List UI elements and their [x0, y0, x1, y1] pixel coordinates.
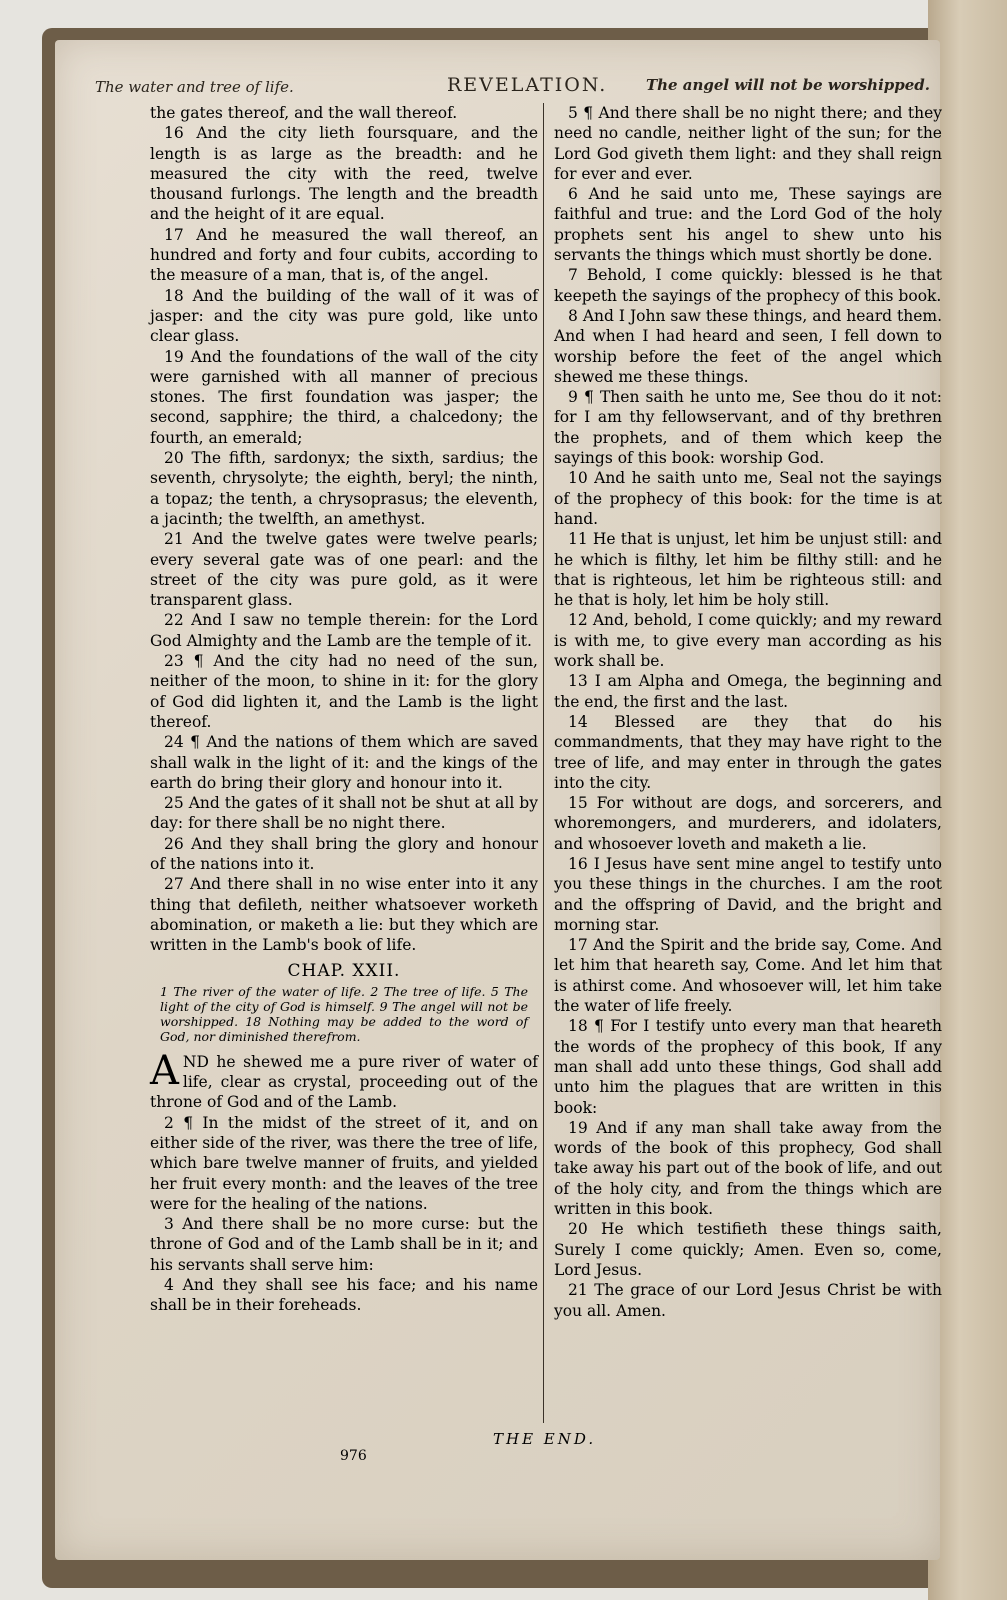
left-column: [150, 103, 538, 1316]
verse: 9 ¶ Then saith he unto me, See thou do it not: for I am thy fellowservant, and of thy brethren the prophets, and of them which keep the sayings of this book: worship God.: [554, 388, 942, 468]
verse: 20 He which testifieth these things saith, Surely I come quickly; Amen. Even so, come, Lord Jesus.: [554, 1220, 942, 1279]
chapter-title: CHAP. XXII.: [287, 961, 401, 982]
verse: 19 And if any man shall take away from the words of the book of this prophecy, God shall take away his part out of the book of life, and out of the holy city, and from the things which are written in this book.: [554, 1118, 942, 1219]
verse: 20 The fifth, sardonyx; the sixth, sardius; the seventh, chrysolyte; the eighth, beryl; the ninth, a topaz; the tenth, a chrysoprasus; the eleventh, a jacinth; the twelfth, an amethyst.: [150, 449, 538, 528]
verse: 11 He that is unjust, let him be unjust still: and he which is filthy, let him be filthy still: and he that is righteous, let him be righteous still: and he that is holy, let him be holy still.: [554, 530, 942, 610]
verse: 10 And he saith unto me, Seal not the sayings of the prophecy of this book: for the time is at hand.: [554, 469, 942, 528]
verse: 22 And I saw no temple therein: for the Lord God Almighty and the Lamb are the temple of it.: [150, 611, 538, 650]
verse: 18 ¶ For I testify unto every man that heareth the words of the prophecy of this book, If any man shall add unto these things, God shall add unto him the plagues that are written in this book:: [554, 1017, 942, 1117]
verse: 4 And they shall see his face; and his name shall be in their foreheads.: [150, 1276, 538, 1315]
verse: 8 And I John saw these things, and heard them. And when I had heard and seen, I fell down to worship before the feet of the angel which shewed me these things.: [554, 306, 942, 386]
drop-cap: A: [150, 1047, 179, 1094]
header-left: The water and tree of life.: [95, 78, 294, 96]
verse: 17 And he measured the wall thereof, an hundred and forty and four cubits, according to the measure of a man, that is, of the angel.: [150, 225, 538, 285]
verse: 6 And he said unto me, These sayings are faithful and true: and the Lord God of the holy prophets sent his angel to shew unto his servants the things which must shortly be done.: [554, 185, 942, 265]
running-header: [95, 74, 930, 100]
verse: 3 And there shall be no more curse: but the throne of God and of the Lamb shall be in it; and his servants shall serve him:: [150, 1215, 538, 1274]
verse: 23 ¶ And the city had no need of the sun, neither of the moon, to shine in it: for the glory of God did lighten it, and the Lamb is the light thereof.: [150, 652, 538, 731]
verse: 15 For without are dogs, and sorcerers, and whoremongers, and murderers, and idolaters, and whosoever loveth and maketh a lie.: [554, 794, 942, 853]
verse: 16 And the city lieth foursquare, and the length is as large as the breadth: and he measured the city with the reed, twelve thousand furlongs. The length and the breadth and the height of it are equal.: [150, 124, 538, 224]
verse: 17 And the Spirit and the bride say, Come. And let him that heareth say, Come. And let him that is athirst come. And whosoever will, let him take the water of life freely.: [554, 936, 942, 1016]
chapter-first-verse: [150, 1047, 538, 1113]
verse: 25 And the gates of it shall not be shut at all by day: for there shall be no night there.: [150, 794, 538, 833]
verse: 2 ¶ In the midst of the street of it, and on either side of the river, was there the tree of life, which bare twelve manner of fruits, and yielded her fruit every month: and the leaves of the tree were for the healing of the nations.: [150, 1113, 538, 1213]
verse: 26 And they shall bring the glory and honour of the nations into it.: [150, 834, 538, 873]
verse: 21 The grace of our Lord Jesus Christ be with you all. Amen.: [554, 1281, 942, 1320]
first-verse-text: ND he shewed me a pure river of water of life, clear as crystal, proceeding out of the throne of God and of the Lamb.: [150, 1052, 538, 1112]
chapter-summary: 1 The river of the water of life. 2 The tree of life. 5 The light of the city of God is himself. 9 The angel will not be worshipped. 18 Nothing may be added to the word of God, nor diminished therefrom.: [160, 983, 528, 1044]
verse: 12 And, behold, I come quickly; and my reward is with me, to give every man according as his work shall be.: [554, 611, 942, 671]
header-right: The angel will not be worshipped.: [645, 76, 930, 94]
verse: 16 I Jesus have sent mine angel to testify unto you these things in the churches. I am the root and the offspring of David, and the bright and morning star.: [554, 854, 942, 934]
verse: 24 ¶ And the nations of them which are saved shall walk in the light of it: and the kings of the earth do bring their glory and honour into it.: [150, 733, 538, 792]
header-book-title: REVELATION.: [447, 74, 608, 96]
verse: the gates thereof, and the wall thereof.: [150, 104, 458, 122]
verse: 5 ¶ And there shall be no night there; and they need no candle, neither light of the sun; for the Lord God giveth them light: and they shall reign for ever and ever.: [554, 104, 942, 183]
verse: 14 Blessed are they that do his commandments, that they may have right to the tree of life, and may enter in through the gates into the city.: [554, 712, 942, 792]
verse: 7 Behold, I come quickly: blessed is he that keepeth the sayings of the prophecy of this book.: [554, 266, 942, 305]
the-end-label: THE END.: [493, 1430, 597, 1448]
right-column: [554, 103, 942, 1321]
verse: 19 And the foundations of the wall of the city were garnished with all manner of precious stones. The first foundation was jasper; the second, sapphire; the third, a chalcedony; the fourth, an emerald;: [150, 347, 538, 447]
verse: 27 And there shall in no wise enter into it any thing that defileth, neither whatsoever worketh abomination, or maketh a lie: but they which are written in the Lamb's book of life.: [150, 875, 538, 955]
page-number: 976: [340, 1448, 367, 1464]
verse: 21 And the twelve gates were twelve pearls; every several gate was of one pearl: and the street of the city was pure gold, as it were transparent glass.: [150, 530, 538, 610]
verse: 18 And the building of the wall of it was of jasper: and the city was pure gold, like unto clear glass.: [150, 286, 538, 346]
column-divider: [543, 103, 544, 1423]
verse: 13 I am Alpha and Omega, the beginning and the end, the first and the last.: [554, 672, 942, 711]
